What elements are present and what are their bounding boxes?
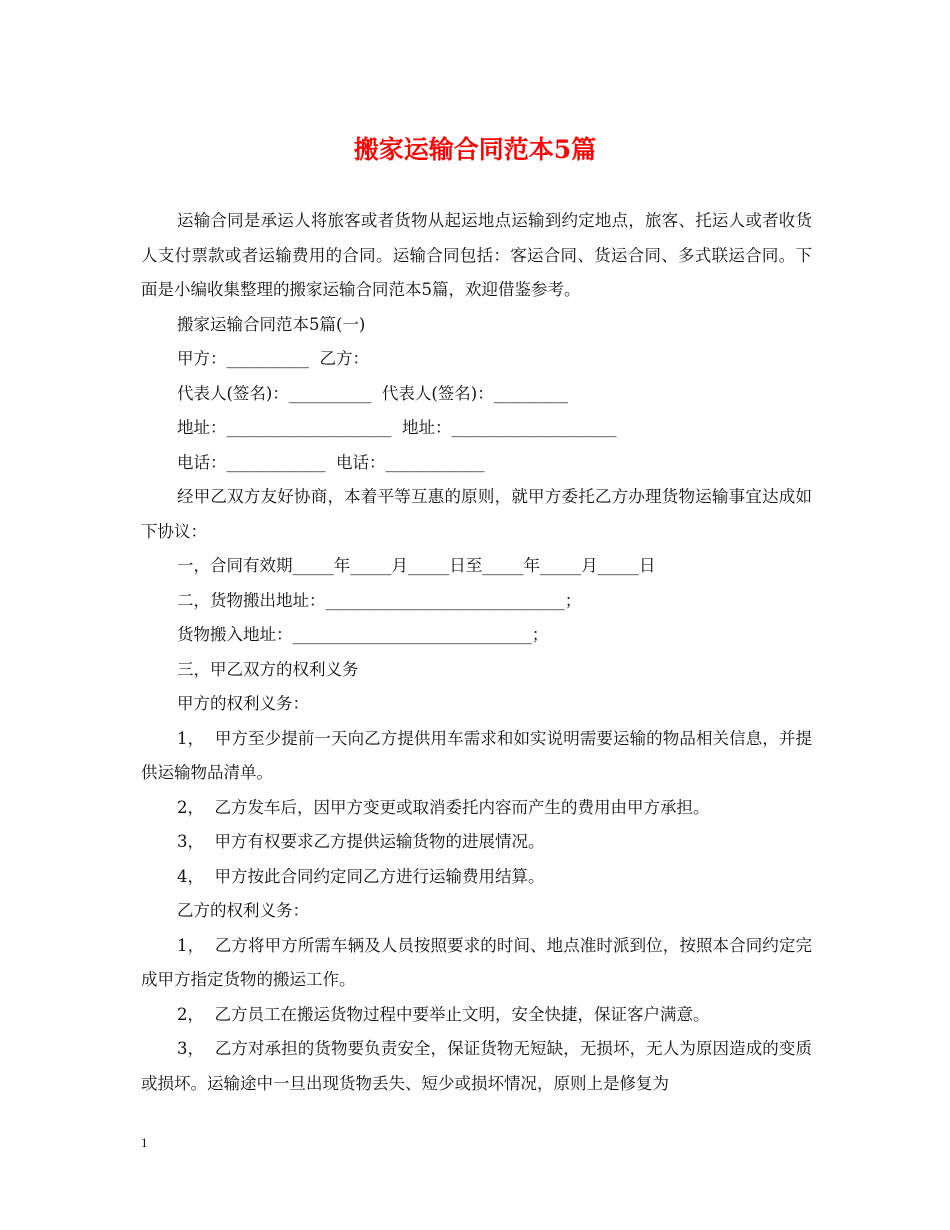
party-b-item: 3， 乙方对承担的货物要负责安全，保证货物无短缺，无损坏，无人为原因造成的变质或损坏。运输途中一旦出现货物丢失、短少或损坏情况，原则上是修复为 bbox=[141, 1039, 812, 1093]
party-b-heading: 乙方的权利义务： bbox=[177, 901, 309, 920]
party-b-item: 1， 乙方将甲方所需车辆及人员按照要求的时间、地点准时派到位，按照本合同约定完成甲方指定货物的搬运工作。 bbox=[141, 935, 812, 989]
intro-paragraph: 运输合同是承运人将旅客或者货物从起运地点运输到约定地点，旅客、托运人或者收货人支付票款或者运输费用的合同。运输合同包括：客运合同、货运合同、多式联运合同。下面是小编收集整理的搬家运输合同范本5篇，欢迎借鉴参考。 bbox=[141, 211, 812, 299]
section-heading: 搬家运输合同范本5篇(一) bbox=[177, 314, 366, 334]
rights-heading: 三，甲乙双方的权利义务 bbox=[177, 659, 359, 679]
party-a-item: 1， 甲方至少提前一天向乙方提供用车需求和如实说明需要运输的物品相关信息，并提供运输物品清单。 bbox=[141, 728, 812, 782]
party-a-item: 4， 甲方按此合同约定同乙方进行运输费用结算。 bbox=[177, 866, 545, 886]
address-line: 地址：____________________ 地址：____________________ bbox=[177, 418, 617, 437]
agreement-paragraph: 经甲乙双方友好协商，本着平等互惠的原则，就甲方委托乙方办理货物运输事宜达成如下协议： bbox=[141, 487, 812, 541]
representative-line: 代表人(签名)：__________ 代表人(签名)：_________ bbox=[177, 383, 568, 403]
page-number: 1 bbox=[141, 1135, 148, 1150]
party-line: 甲方：__________ 乙方： bbox=[177, 349, 369, 368]
party-a-item: 3， 甲方有权要求乙方提供运输货物的进展情况。 bbox=[177, 832, 545, 851]
destination-address-line: 货物搬入地址：_____________________________； bbox=[177, 625, 549, 644]
contract-period-line: 一，合同有效期_____年_____月_____日至_____年_____月_____日 bbox=[177, 556, 656, 575]
party-a-item: 2， 乙方发车后，因甲方变更或取消委托内容而产生的费用由甲方承担。 bbox=[177, 797, 710, 817]
party-a-heading: 甲方的权利义务： bbox=[177, 694, 309, 713]
document-title: 搬家运输合同范本5篇 bbox=[353, 135, 597, 164]
document-body bbox=[141, 204, 812, 1101]
phone-line: 电话：____________ 电话：____________ bbox=[177, 452, 485, 472]
party-b-item: 2， 乙方员工在搬运货物过程中要举止文明，安全快捷，保证客户满意。 bbox=[177, 1004, 710, 1024]
origin-address-line: 二，货物搬出地址：_____________________________； bbox=[177, 590, 582, 610]
